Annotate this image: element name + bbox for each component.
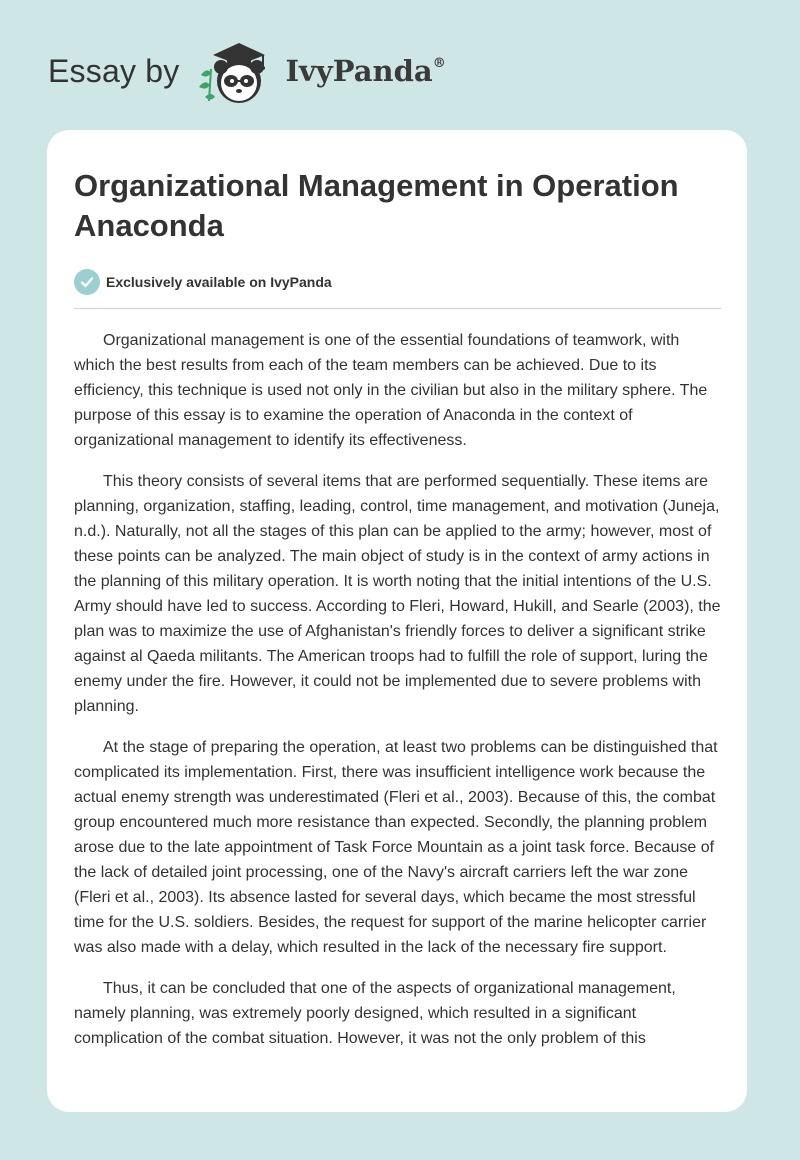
essay-paragraph: This theory consists of several items that are performed sequentially. These items are planning, organization, staffing, leading, control, time management, and motivation (Juneja, n.d.). Naturally, not all the stages of this plan can be applied to the army; however, most of these points can be analyzed. The main object of study is in the context of army actions in the planning of this military operation. It is worth noting that the initial intentions of the U.S. Army should have led to success. According to Fleri, Howard, Hukill, and Searle (2003), the plan was to maximize the use of Afghanistan's friendly forces to deliver a significant strike against al Qaeda militants. The American troops had to fulfill the role of support, luring the enemy under the fire. However, it could not be implemented due to severe problems with planning. [74, 473, 721, 715]
registered-mark: ® [432, 56, 446, 71]
brand-name [285, 54, 445, 88]
divider [74, 308, 721, 309]
exclusive-badge [74, 268, 721, 296]
brand-text: IvyPanda [285, 54, 433, 88]
site-header [48, 36, 446, 106]
ivypanda-logo[interactable] [193, 35, 445, 107]
check-icon [74, 269, 100, 295]
essay-title: Organizational Management in Operation Anaconda [74, 168, 679, 243]
essay-by-label: Essay by [48, 52, 180, 89]
essay-paragraph: At the stage of preparing the operation, at least two problems can be distinguished that complicated its implementation. First, there was insufficient intelligence work because the actual enemy strength was underestimated (Fleri et al., 2003). Because of this, the combat group encountered much more resistance than expected. Secondly, the planning problem arose due to the late appointment of Task Force Mountain as a joint task force. Because of the lack of detailed joint processing, one of the Navy's aircraft carriers left the war zone (Fleri et al., 2003). Its absence lasted for several days, which became the most stressful time for the U.S. soldiers. Besides, the request for support of the marine helicopter carrier was also made with a delay, which resulted in the lack of the necessary fire support. [74, 739, 718, 956]
essay-card [47, 130, 747, 1112]
panda-mascot-icon [193, 35, 279, 107]
essay-paragraph: Organizational management is one of the essential foundations of teamwork, with which the best results from each of the team members can be achieved. Due to its efficiency, this technique is used not only in the civilian but also in the military sphere. The purpose of this essay is to examine the operation of Anaconda in the context of organizational management to identify its effectiveness. [74, 332, 708, 449]
essay-paragraph: Thus, it can be concluded that one of the aspects of organizational management, namely planning, was extremely poorly designed, which resulted in a significant complication of the combat situation. However, it was not the only problem of this [74, 980, 676, 1047]
exclusive-badge-text: Exclusively available on IvyPanda [106, 274, 332, 290]
